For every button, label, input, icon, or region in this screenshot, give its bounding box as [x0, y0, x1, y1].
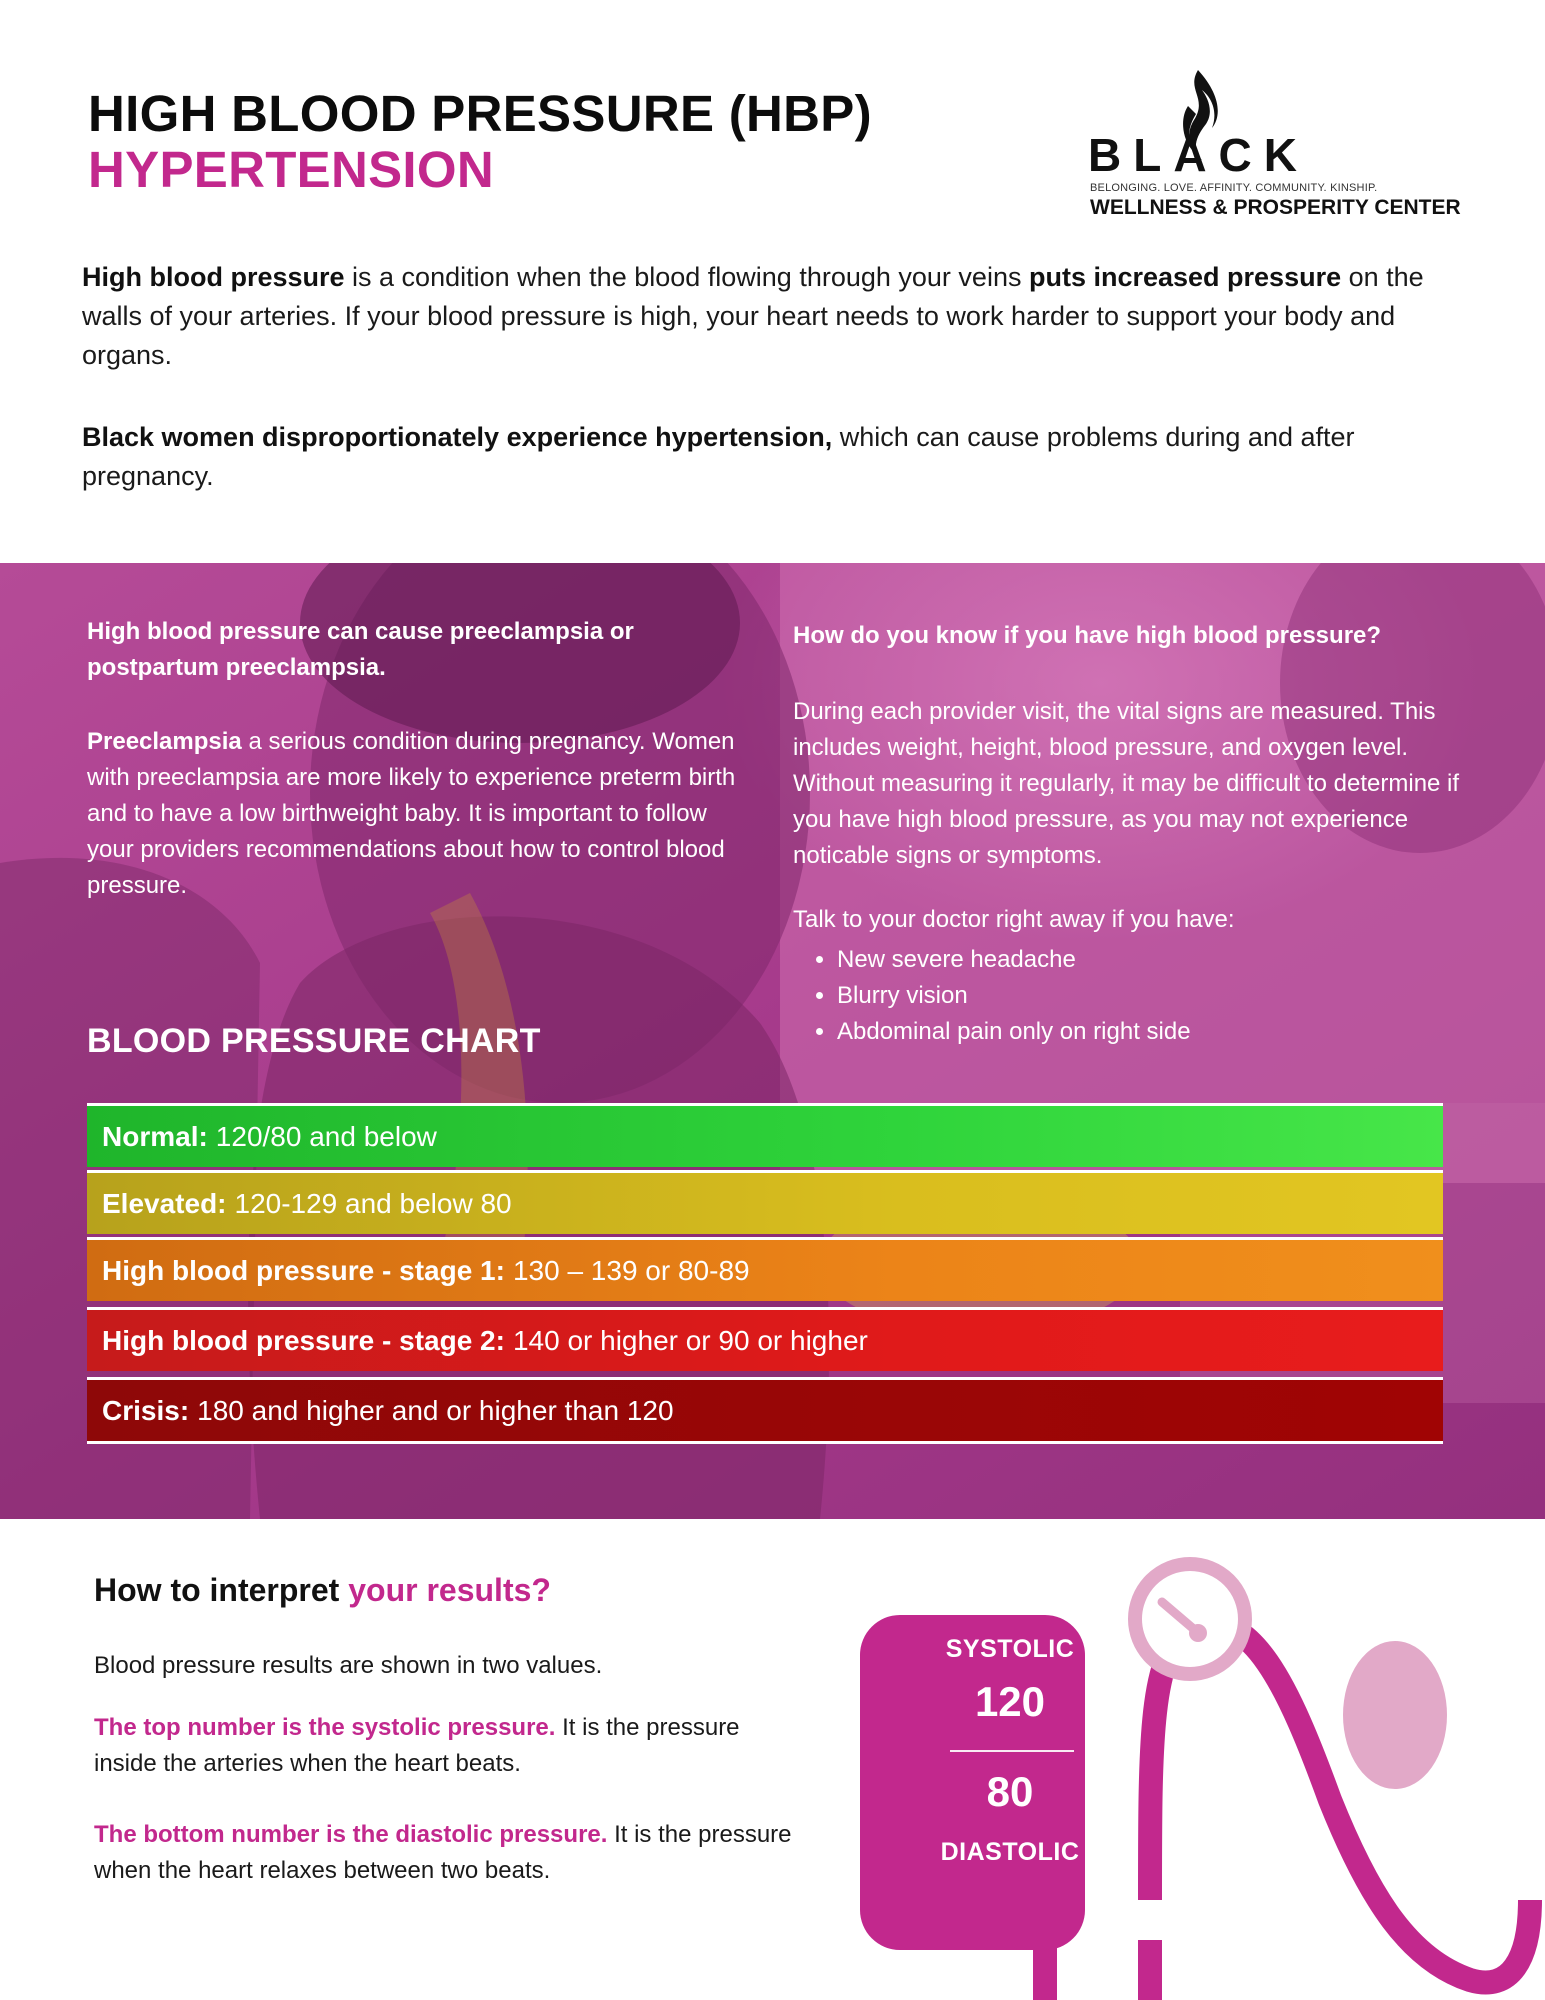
preeclampsia-heading: High blood pressure can cause preeclampsia or postpartum preeclampsia.: [87, 618, 634, 681]
systolic-value: 120: [974, 1678, 1046, 1725]
symptom-item: • New severe headache: [837, 942, 1191, 978]
two-values-line: Blood pressure results are shown in two values.: [94, 1652, 603, 1679]
bp-row-value: 120-129 and below 80: [234, 1187, 512, 1219]
bp-row-label: High blood pressure - stage 2:: [102, 1324, 505, 1356]
diastolic-label: DIASTOLIC: [940, 1838, 1080, 1866]
systolic-definition: The top number is the systolic pressure.: [94, 1714, 556, 1741]
preeclampsia-text: a serious condition during pregnancy. Women with preeclampsia are more likely to experience preterm birth and to have a low birthweight baby. It is important to follow your providers recommendations about how to control blood pressure.: [87, 728, 736, 899]
bp-row-label: Normal:: [102, 1120, 208, 1152]
bp-row-value: 130 – 139 or 80-89: [512, 1254, 750, 1286]
interpret-heading-plain: How to interpret: [94, 1572, 349, 1608]
symptom-list: [793, 942, 1191, 1050]
diastolic-value: 80: [986, 1768, 1034, 1815]
diastolic-definition: The bottom number is the diastolic pressure.: [94, 1821, 608, 1848]
detection-body: During each provider visit, the vital signs are measured. This includes weight, height, blood pressure, and oxygen level. Without measuring it regularly, it may be difficult to determine if you have high blood pressure, as you may not experience noticable signs or symptoms.: [793, 698, 1460, 869]
diastolic-explanation: [94, 1817, 794, 1889]
bp-row-label: Elevated:: [102, 1187, 227, 1219]
intro-text: is a condition when the blood flowing through your veins: [344, 262, 1029, 292]
bp-row-value: 140 or higher or 90 or higher: [512, 1324, 868, 1356]
bp-row-stage-2: [87, 1307, 1443, 1371]
systolic-text: It is the pressure inside the arteries when the heart beats.: [94, 1714, 740, 1777]
bp-row-label: Crisis:: [102, 1394, 190, 1426]
diastolic-text: It is the pressure when the heart relaxes between two beats.: [94, 1821, 792, 1884]
preeclampsia-body: [87, 724, 747, 904]
logo-org-name: WELLNESS & PROSPERITY CENTER: [1090, 196, 1461, 219]
bp-row-value: 120/80 and below: [215, 1120, 437, 1152]
bp-row-label: High blood pressure - stage 1:: [102, 1254, 505, 1286]
intro-bold-term: High blood pressure: [82, 262, 345, 292]
detection-heading: How do you know if you have high blood pressure?: [793, 622, 1382, 649]
interpret-heading: [94, 1572, 551, 1609]
intro-text: which can cause problems during and after pregnancy.: [82, 422, 1355, 491]
symptom-item: • Abdominal pain only on right side: [837, 1014, 1191, 1050]
logo-wordmark: BLACK: [1088, 129, 1309, 181]
bp-row-stage-1: [87, 1237, 1443, 1301]
logo-tagline: BELONGING. LOVE. AFFINITY. COMMUNITY. KINSHIP.: [1090, 182, 1378, 194]
talk-to-doctor-line: Talk to your doctor right away if you have:: [793, 906, 1235, 933]
interpret-heading-highlight: your results?: [348, 1572, 551, 1608]
page-subtitle: HYPERTENSION: [88, 141, 494, 198]
bp-row-elevated: [87, 1170, 1443, 1234]
intro-text: on the walls of your arteries. If your blood pressure is high, your heart needs to work harder to support your body and organs.: [82, 262, 1424, 370]
bp-row-value: 180 and higher and or higher than 120: [197, 1394, 674, 1426]
preeclampsia-term: Preeclampsia: [87, 728, 242, 755]
systolic-explanation: [94, 1710, 794, 1782]
intro-bold-statement: Black women disproportionately experience hypertension,: [82, 422, 833, 452]
page-title: HIGH BLOOD PRESSURE (HBP): [88, 85, 872, 142]
intro-paragraph-2: [82, 418, 1462, 496]
systolic-label: SYSTOLIC: [945, 1635, 1075, 1663]
bp-row-normal: [87, 1103, 1443, 1167]
intro-paragraph-1: [82, 258, 1462, 375]
gauge-pivot: [1189, 1624, 1207, 1642]
bp-row-crisis: [87, 1377, 1443, 1444]
intro-bold-phrase: puts increased pressure: [1028, 262, 1342, 292]
gauge-dial: [1135, 1564, 1245, 1674]
symptom-item: • Blurry vision: [837, 978, 1191, 1014]
bp-chart-title: BLOOD PRESSURE CHART: [87, 1022, 541, 1060]
org-logo: [1088, 68, 1461, 219]
pump-bulb: [1343, 1641, 1447, 1789]
